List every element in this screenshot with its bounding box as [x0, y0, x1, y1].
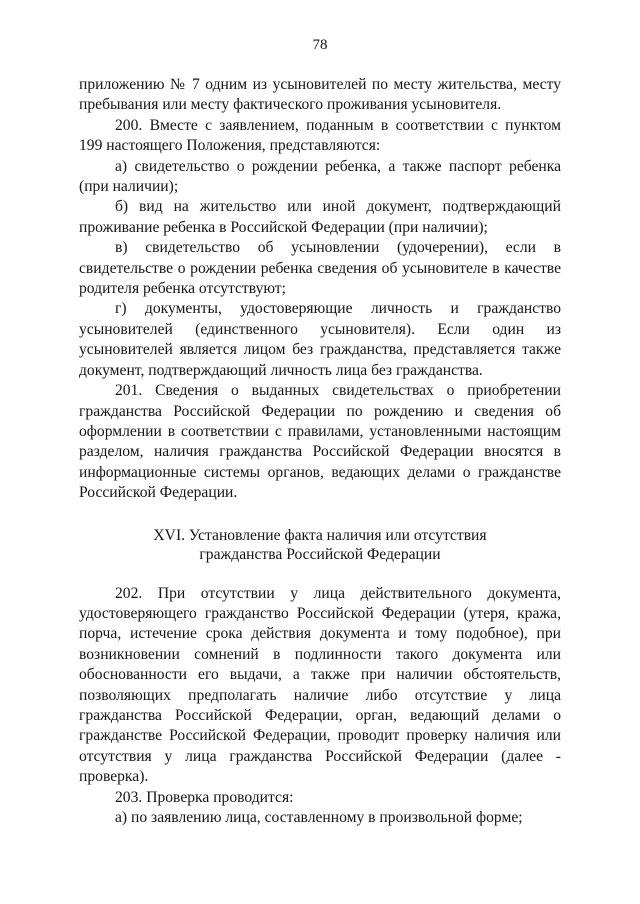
- list-item-b: б) вид на жительство или иной документ, подтверждающий проживание ребенка в Российской Федерации (при наличии);: [79, 198, 561, 236]
- section-heading-line-1: XVI. Установление факта наличия или отсутствия: [153, 526, 487, 544]
- list-item-g: г) документы, удостоверяющие личность и гражданство усыновителей (единственного усыновителя). Если один из усыновителей является лицом без гражданства, представляется также документ, подтверждающий личность лица без гражданства.: [79, 300, 561, 379]
- paragraphs-bottom: [79, 584, 561, 829]
- section-heading: [79, 526, 561, 564]
- list-item-v: в) свидетельство об усыновлении (удочерении), если в свидетельстве о рождении ребенка сведения об усыновителе в качестве родителя ребенка отсутствуют;: [79, 239, 561, 298]
- paragraph-201: 201. Сведения о выданных свидетельствах о приобретении гражданства Российской Федерации по рождению и сведения об оформлении в соответствии с правилами, установленными настоящим разделом, наличия гражданства Российской Федерации вносятся в информационные системы органов, ведающих делами о гражданстве Российской Федерации.: [79, 382, 561, 502]
- section-heading-line-2: гражданства Российской Федерации: [199, 545, 441, 563]
- paragraph-continuation: приложению № 7 одним из усыновителей по месту жительства, месту пребывания или месту фактического проживания усыновителя.: [79, 76, 561, 114]
- paragraph-200: 200. Вместе с заявлением, поданным в соответствии с пунктом 199 настоящего Положения, представляются:: [79, 116, 561, 155]
- paragraph-202: 202. При отсутствии у лица действительного документа, удостоверяющего гражданство Российской Федерации (утеря, кража, порча, истечение срока действия документа и тому подобное), при возникновении сомнений в подлинности такого документа или обоснованности его выдачи, а также при наличии обстоятельств, позволяющих предполагать наличие либо отсутствие у лица гражданства Российской Федерации, орган, ведающий делами о гражданстве Российской Федерации, проводит проверку наличия или отсутствия у лица гражданства Российской Федерации (далее - проверка).: [79, 584, 561, 786]
- page-number: 78: [312, 37, 328, 53]
- list-item-a: а) свидетельство о рождении ребенка, а также паспорт ребенка (при наличии);: [79, 157, 561, 196]
- paragraphs-top: [79, 75, 561, 504]
- paragraph-203: 203. Проверка проводится:: [115, 788, 294, 806]
- list-item-a-203: а) по заявлению лица, составленному в произвольной форме;: [115, 809, 523, 826]
- document-body: [79, 75, 561, 828]
